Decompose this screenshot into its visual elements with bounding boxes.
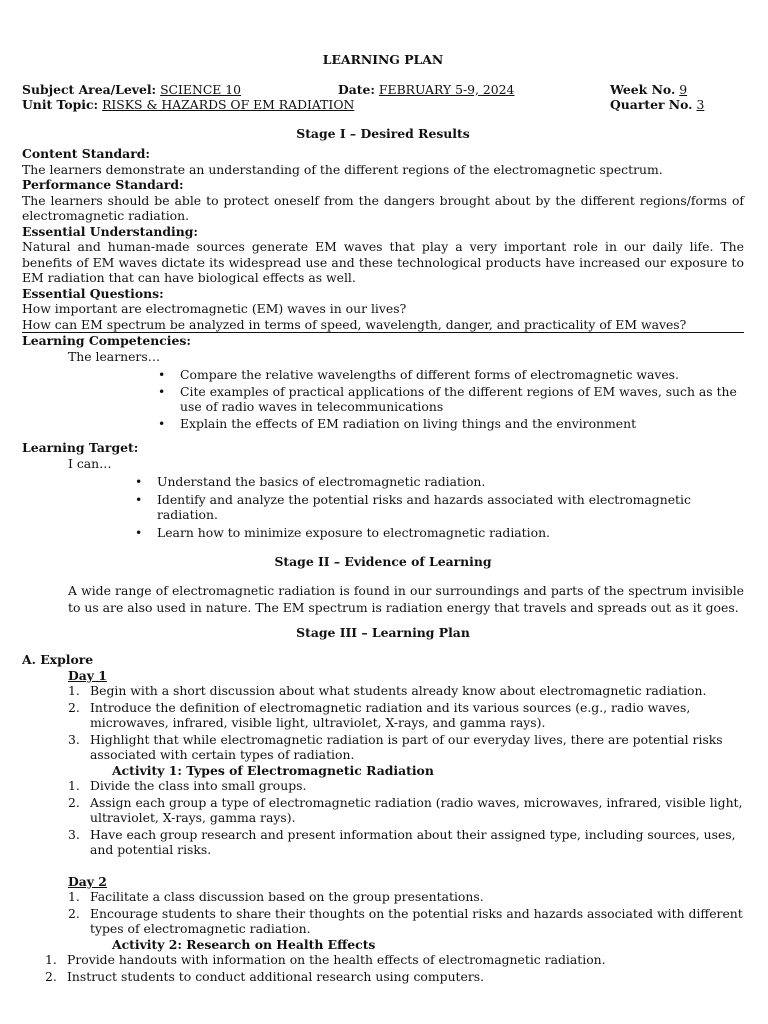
topic-value: RISKS & HAZARDS OF EM RADIATION (102, 96, 355, 112)
subject-field (22, 82, 241, 98)
topic-label: Unit Topic: (22, 96, 99, 112)
targets-list (22, 474, 744, 540)
list-item: • Cite examples of practical applications of the different regions of EM waves, such as the use of radio waves in telecommunications (158, 384, 744, 415)
content-standard-text: The learners demonstrate an understanding of the different regions of the electromagnetic spectrum. (22, 161, 663, 177)
list-item: • Compare the relative wavelengths of different forms of electromagnetic waves. (158, 367, 744, 383)
list-item: 1. Begin with a short discussion about what students already know about electromagnetic radiation. (68, 683, 707, 698)
list-item: 2. Instruct students to conduct additional research using computers. (45, 968, 485, 984)
learning-target-label: Learning Target: (22, 440, 139, 455)
explore-label: A. Explore (22, 652, 94, 667)
header-row-2 (22, 97, 744, 112)
stage-2-text: A wide range of electromagnetic radiation is found in our surroundings and parts of the spectrum invisible to us are also used in nature. The EM spectrum is radiation energy that travels and spreads out as it goes. (68, 582, 744, 615)
performance-standard-label: Performance Standard: (22, 177, 184, 192)
list-item: 3. Have each group research and present information about their assigned type, including sources, uses, and potential risks. (68, 826, 736, 857)
list-item: • Learn how to minimize exposure to electromagnetic radiation. (135, 525, 744, 541)
list-item: 2. Encourage students to share their thoughts on the potential risks and hazards associated with different types of electromagnetic radiation. (68, 905, 743, 936)
stage-2-title: Stage II – Evidence of Learning (274, 554, 492, 569)
day-2-list (22, 889, 744, 937)
document-title: LEARNING PLAN (322, 52, 444, 67)
target-intro: I can… (68, 455, 112, 471)
day-2-label: Day 2 (68, 873, 107, 889)
essential-understanding-text: Natural and human-made sources generate EM waves that play a very important role in our daily life. The benefits of EM waves dictate its widespread use and these technological products have increased our exposure to EM radiation that can have biological effects as well. (22, 239, 744, 285)
activity-1-title: Activity 1: Types of Electromagnetic Radiation (112, 762, 434, 778)
quarter-value: 3 (696, 96, 705, 112)
date-field (338, 82, 514, 98)
list-item: • Understand the basics of electromagnetic radiation. (135, 474, 744, 490)
subject-label: Subject Area/Level: (22, 81, 157, 97)
week-field (610, 82, 687, 98)
header-row-1 (22, 82, 744, 97)
activity-1-list (22, 778, 744, 858)
quarter-label: Quarter No. (610, 96, 693, 112)
learning-competencies-label: Learning Competencies: (22, 333, 191, 348)
competencies-list (22, 367, 744, 431)
date-value: FEBRUARY 5-9, 2024 (378, 81, 515, 97)
list-item: 1. Facilitate a class discussion based on the group presentations. (68, 889, 484, 904)
list-item: • Explain the effects of EM radiation on living things and the environment (158, 416, 744, 432)
list-item: 3. Highlight that while electromagnetic radiation is part of our everyday lives, there are potential risks associated with certain types of radiation. (68, 731, 723, 762)
stage-1-title: Stage I – Desired Results (296, 125, 470, 141)
essential-questions-label: Essential Questions: (22, 285, 164, 301)
subject-value: SCIENCE 10 (160, 81, 242, 97)
stage-3-title: Stage III – Learning Plan (296, 624, 470, 640)
week-value: 9 (679, 81, 688, 97)
day-1-list (22, 683, 744, 763)
day-1-label: Day 1 (68, 667, 107, 683)
competencies-intro: The learners… (68, 348, 161, 364)
quarter-field (610, 97, 704, 113)
date-label: Date: (338, 81, 375, 97)
performance-standard-text: The learners should be able to protect oneself from the dangers brought about by the different regions/forms of electromagnetic radiation. (22, 192, 744, 223)
week-label: Week No. (610, 81, 676, 97)
list-item: 2. Assign each group a type of electromagnetic radiation (radio waves, microwaves, infrared, visible light, ultraviolet, X-rays, gamma rays). (68, 794, 743, 825)
essential-question-1: How important are electromagnetic (EM) waves in our lives? (22, 301, 407, 316)
content-standard-label: Content Standard: (22, 146, 150, 161)
activity-2-title: Activity 2: Research on Health Effects (112, 936, 376, 952)
list-item: • Identify and analyze the potential risks and hazards associated with electromagnetic radiation. (135, 492, 744, 523)
list-item: 1. Divide the class into small groups. (68, 778, 307, 793)
list-item: 1. Provide handouts with information on the health effects of electromagnetic radiation. (45, 952, 606, 967)
activity-2-list (22, 952, 744, 984)
list-item: 2. Introduce the definition of electromagnetic radiation and its various sources (e.g., radio waves, microwaves, infrared, visible light, ultraviolet, X-rays, and gamma rays). (68, 699, 691, 730)
topic-field (22, 97, 354, 113)
learning-plan-document (22, 52, 744, 984)
essential-understanding-label: Essential Understanding: (22, 223, 199, 239)
essential-question-2: How can EM spectrum be analyzed in terms of speed, wavelength, danger, and practicality of EM waves? (22, 317, 744, 334)
